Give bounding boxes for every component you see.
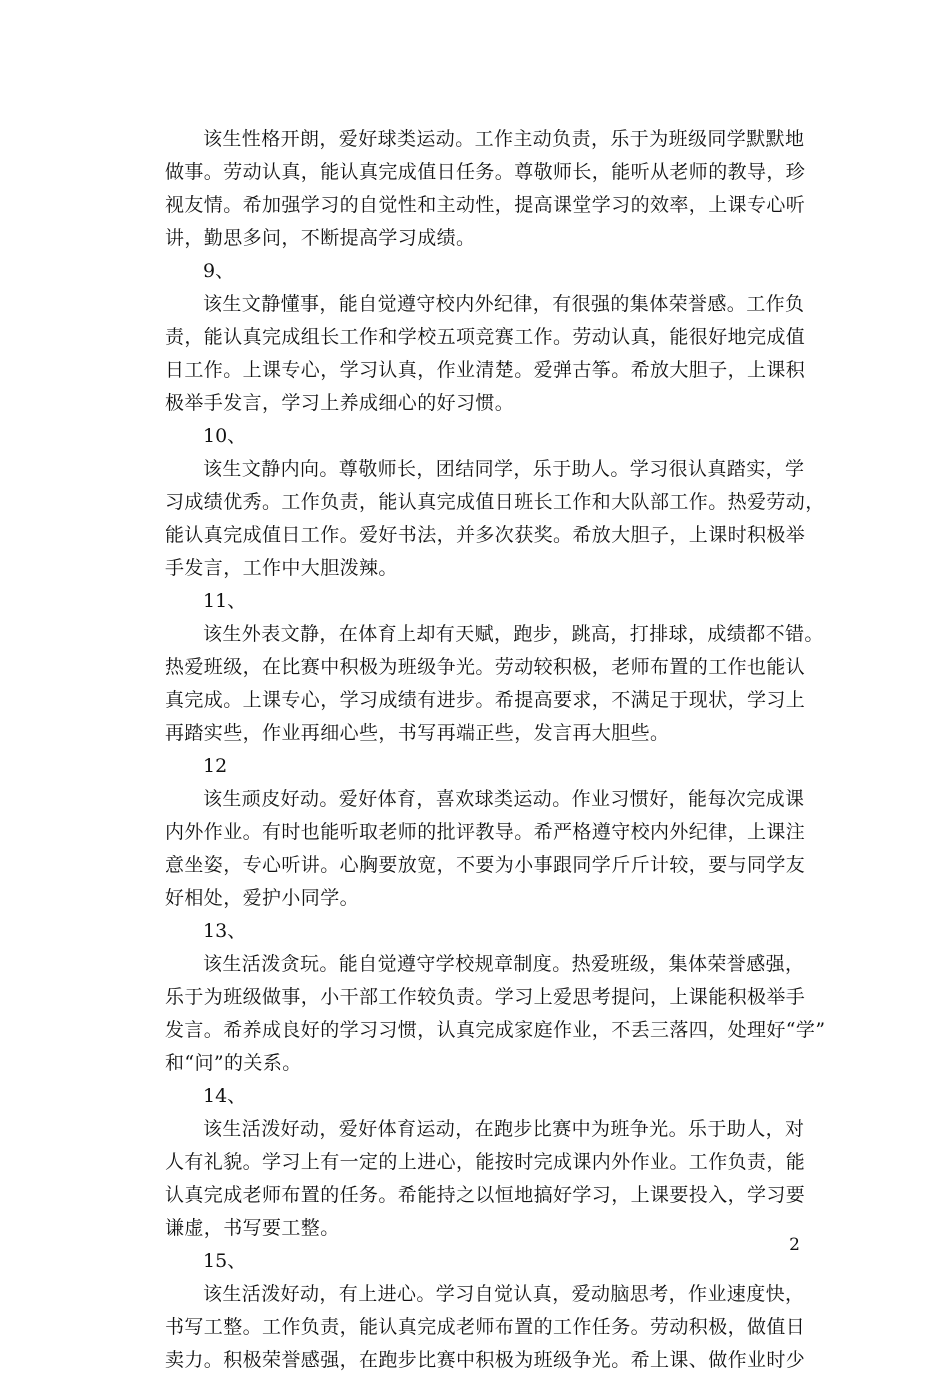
text-line: 卖力。积极荣誉感强，在跑步比赛中积极为班级争光。希上课、做作业时少 [165, 1349, 806, 1371]
comment-entry [165, 1245, 806, 1377]
text-line: 该生文静懂事，能自觉遵守校内外纪律，有很强的集体荣誉感。工作负 [203, 293, 805, 315]
text-line: 该生文静内向。尊敬师长，团结同学，乐于助人。学习很认真踏实，学 [203, 458, 805, 480]
entry-number: 15、 [203, 1250, 247, 1272]
entry-number: 14、 [203, 1085, 247, 1107]
entry-number: 9、 [203, 260, 235, 282]
text-line: 该生性格开朗，爱好球类运动。工作主动负责，乐于为班级同学默默地 [203, 128, 805, 150]
page-number: 2 [789, 1235, 800, 1255]
text-line: 手发言，工作中大胆泼辣。 [165, 557, 398, 579]
text-line: 和“问”的关系。 [165, 1052, 302, 1074]
text-line: 日工作。上课专心，学习认真，作业清楚。爱弹古筝。希放大胆子，上课积 [165, 359, 806, 381]
text-line: 谦虚，书写要工整。 [165, 1217, 340, 1239]
comment-entry [165, 255, 806, 420]
text-line: 该生顽皮好动。爱好体育，喜欢球类运动。作业习惯好，能每次完成课 [203, 788, 805, 810]
text-line: 讲，勤思多问，不断提高学习成绩。 [165, 227, 476, 249]
comment-entry [165, 1080, 806, 1245]
text-line: 意坐姿，专心听讲。心胸要放宽，不要为小事跟同学斤斤计较，要与同学友 [165, 854, 806, 876]
comment-entry [165, 750, 806, 915]
entry-number: 10、 [203, 425, 247, 447]
text-line: 该生活泼贪玩。能自觉遵守学校规章制度。热爱班级，集体荣誉感强， [203, 953, 805, 975]
text-line: 能认真完成值日工作。爱好书法，并多次获奖。希放大胆子，上课时积极举 [165, 524, 806, 546]
text-line: 真完成。上课专心，学习成绩有进步。希提高要求，不满足于现状，学习上 [165, 689, 806, 711]
entry-number: 13、 [203, 920, 247, 942]
comment-entry [165, 123, 806, 255]
text-line: 习成绩优秀。工作负责，能认真完成值日班长工作和大队部工作。热爱劳动， [165, 491, 825, 513]
text-line: 人有礼貌。学习上有一定的上进心，能按时完成课内外作业。工作负责，能 [165, 1151, 806, 1173]
text-line: 发言。希养成良好的学习习惯，认真完成家庭作业，不丢三落四，处理好“学” [165, 1019, 826, 1041]
text-line: 热爱班级，在比赛中积极为班级争光。劳动较积极，老师布置的工作也能认 [165, 656, 806, 678]
text-line: 做事。劳动认真，能认真完成值日任务。尊敬师长，能听从老师的教导，珍 [165, 161, 806, 183]
text-line: 该生外表文静，在体育上却有天赋，跑步，跳高，打排球，成绩都不错。 [203, 623, 824, 645]
text-line: 认真完成老师布置的任务。希能持之以恒地搞好学习，上课要投入，学习要 [165, 1184, 806, 1206]
text-line: 视友情。希加强学习的自觉性和主动性，提高课堂学习的效率，上课专心听 [165, 194, 806, 216]
comment-entry [165, 915, 826, 1080]
comment-entry [165, 585, 824, 750]
text-line: 乐于为班级做事，小干部工作较负责。学习上爱思考提问，上课能积极举手 [165, 986, 806, 1008]
entry-number: 11、 [203, 590, 247, 612]
text-line: 书写工整。工作负责，能认真完成老师布置的工作任务。劳动积极，做值日 [165, 1316, 806, 1338]
text-line: 该生活泼好动，有上进心。学习自觉认真，爱动脑思考，作业速度快， [203, 1283, 805, 1305]
text-line: 再踏实些，作业再细心些，书写再端正些，发言再大胆些。 [165, 722, 670, 744]
text-line: 该生活泼好动，爱好体育运动，在跑步比赛中为班争光。乐于助人，对 [203, 1118, 805, 1140]
comment-entry [165, 420, 825, 585]
text-line: 极举手发言，学习上养成细心的好习惯。 [165, 392, 515, 414]
text-line: 责，能认真完成组长工作和学校五项竞赛工作。劳动认真，能很好地完成值 [165, 326, 806, 348]
document-body [165, 123, 826, 1377]
text-line: 好相处，爱护小同学。 [165, 887, 360, 909]
entry-number: 12 [203, 755, 228, 777]
text-line: 内外作业。有时也能听取老师的批评教导。希严格遵守校内外纪律，上课注 [165, 821, 806, 843]
